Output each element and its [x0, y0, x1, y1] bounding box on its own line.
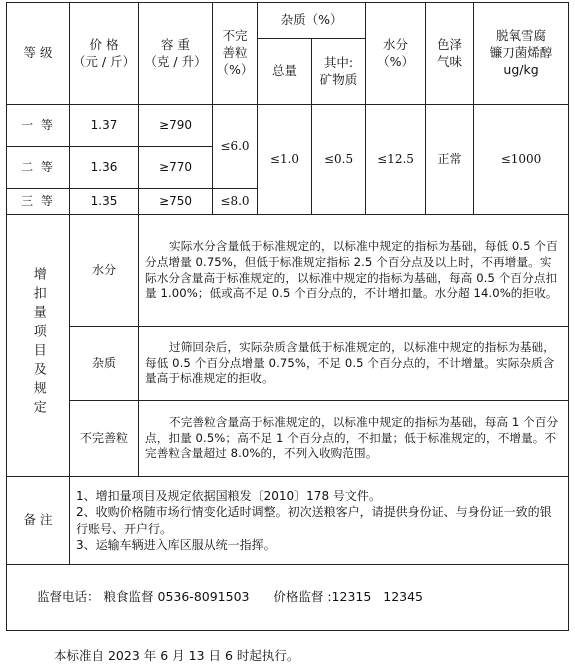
grade-3-weight: ≥750 [139, 189, 213, 215]
header-imperfect [213, 3, 258, 105]
grade-2-weight: ≥770 [139, 147, 213, 189]
adjustments-title-cell [7, 215, 70, 477]
header-weight [139, 3, 213, 105]
note-2: 2、收购价格随市场行情变化适时调整。初次送粮客户，请提供身份证、与身份证一致的银行账号、开户行。 [76, 505, 552, 536]
header-don-line1: 脱氧雪腐 [496, 28, 547, 44]
adjustment-moisture-text: 实际水分含量低于标准规定的，以标准中规定的指标为基础，每低 0.5 个百分点增量 0.75%，但低于标准规定指标 2.5 个百分点及以上时，不再增量。实际水分含量高于标准规定的，以标准中规定的指标为基础，每高 0.5 个百分点扣量 1.00%；低或高不足 0.5 个百分点的，不计增扣量。水分超 14.0%的拒收。 [145, 239, 558, 301]
contact-label: 监督电话： [37, 589, 100, 605]
grade-3-name: 三 等 [7, 189, 70, 215]
header-moisture [366, 3, 426, 105]
header-price [70, 3, 139, 105]
header-impurity-mineral-line2: 矿物质 [319, 71, 358, 87]
grade-2-price: 1.36 [70, 147, 139, 189]
effective-date-note: 本标准自 2023 年 6 月 13 日 6 时起执行。 [54, 648, 300, 663]
adjustment-impurity-rule [139, 327, 569, 401]
header-color-line2: 气味 [437, 53, 463, 69]
header-impurity-total: 总量 [258, 39, 312, 105]
adjustment-moisture-rule [139, 215, 569, 327]
notes-body [70, 477, 569, 565]
imperfect-grade-3: ≤8.0 [213, 189, 258, 215]
adjustments-title: 增扣量项目及规定 [30, 267, 46, 420]
grade-1-price: 1.37 [70, 105, 139, 147]
adjustment-imperfect-rule [139, 401, 569, 477]
adjustment-imperfect-name: 不完善粒 [70, 401, 139, 477]
header-color-line1: 色泽 [437, 36, 463, 52]
price-supervision-phones: :12315 12345 [327, 589, 424, 605]
contact-row [7, 565, 569, 631]
header-don-line2: 镰刀菌烯醇 [489, 45, 553, 61]
header-imperfect-line3: （%） [216, 61, 254, 77]
adjustment-impurity-name: 杂质 [70, 327, 139, 401]
adjustment-moisture-name: 水分 [70, 215, 139, 327]
header-impurity-mineral [312, 39, 366, 105]
header-don [474, 3, 569, 105]
moisture-value: ≤12.5 [366, 105, 426, 215]
grade-1-name: 一 等 [7, 105, 70, 147]
note-1: 1、增扣量项目及规定依据国粮发〔2010〕178 号文件。 [76, 489, 381, 504]
header-imperfect-line2: 善粒 [222, 45, 248, 61]
imperfect-grade-1-2: ≤6.0 [213, 105, 258, 189]
grade-2-name: 二 等 [7, 147, 70, 189]
header-price-line1: 价 格 [89, 36, 119, 52]
adjustment-imperfect-text: 不完善粒含量高于标准规定的，以标准中规定的指标为基础，每高 1 个百分点，扣量 0.5%；高不足 1 个百分点的，不扣量；低于标准规定的，不增量。不完善粒含量超过 8.0%的，不列入收购范围。 [145, 415, 559, 461]
impurity-mineral-value: ≤0.5 [312, 105, 366, 215]
header-grade: 等 级 [7, 3, 70, 105]
note-3: 3、运输车辆进入库区服从统一指挥。 [76, 537, 276, 552]
header-imperfect-line1: 不完 [222, 28, 248, 44]
grain-purchase-standard-table [6, 2, 569, 631]
don-value: ≤1000 [474, 105, 569, 215]
impurity-total-value: ≤1.0 [258, 105, 312, 215]
header-don-line3: ug/kg [503, 61, 539, 77]
header-moisture-line1: 水分 [383, 36, 409, 52]
header-weight-line1: 容 重 [161, 36, 190, 52]
grade-3-price: 1.35 [70, 189, 139, 215]
header-moisture-line2: （%） [377, 53, 414, 69]
grain-supervision-label: 粮食监督 [103, 589, 154, 605]
color-value: 正常 [426, 105, 474, 215]
grain-supervision-phone: 0536-8091503 [157, 589, 250, 605]
header-color [426, 3, 474, 105]
header-impurity-mineral-line1: 其中: [323, 54, 354, 70]
header-impurity: 杂质（%） [258, 3, 366, 39]
adjustment-impurity-text: 过筛回杂后，实际杂质含量低于标准规定的，以标准中规定的指标为基础，每低 0.5 个百分点增量 0.75%，不足 0.5 个百分点的，不计增量。实际杂质含量高于标准规定的拒收。 [145, 340, 555, 386]
grade-1-weight: ≥790 [139, 105, 213, 147]
notes-title: 备 注 [7, 477, 70, 565]
header-price-line2: （元 / 斤） [72, 53, 136, 69]
header-weight-line2: （克 / 升） [144, 53, 207, 69]
price-supervision-label: 价格监督 [273, 589, 324, 605]
